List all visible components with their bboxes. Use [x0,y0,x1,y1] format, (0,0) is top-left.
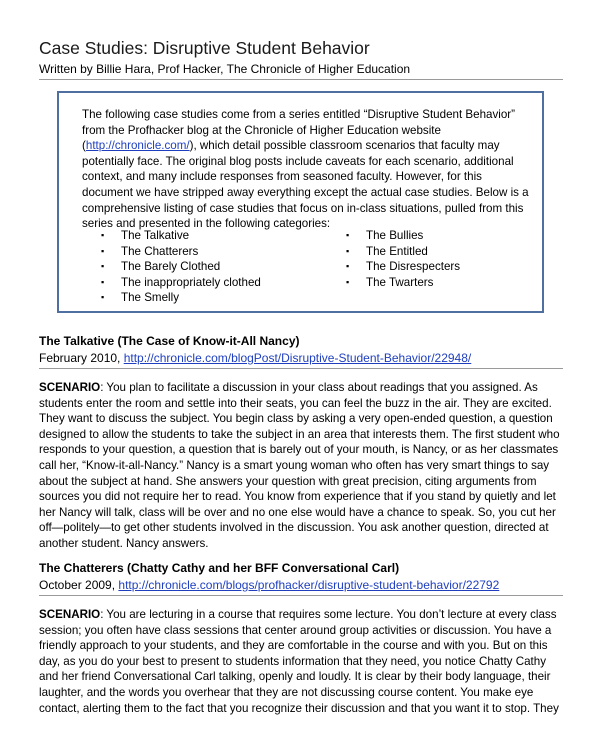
scenario-paragraph [39,380,563,552]
category-label: The Smelly [121,291,179,304]
section-date-line [39,351,471,365]
section-date: October 2009, [39,578,119,592]
section-date-line [39,578,499,592]
category-label: The Disrespecters [366,260,461,273]
section-heading-chatterers: The Chatterers (Chatty Cathy and her BFF Conversational Carl) [39,561,400,575]
section-date: February 2010, [39,351,124,365]
list-item [346,275,526,291]
section-link[interactable]: http://chronicle.com/blogPost/Disruptive-Student-Behavior/22948/ [123,351,472,365]
category-label: The Talkative [121,229,190,242]
list-item [346,244,526,260]
category-label: The Bullies [366,229,424,242]
chronicle-link[interactable]: http://chronicle.com/ [85,139,190,153]
bullet-icon: ▪ [346,245,350,256]
scenario-text: : You plan to facilitate a discussion in your class about readings that you assigned. As students enter the room and settle into their seats, you can feel the buzz in the air. They are excited. They want to discuss the subject. You begin class by asking a very open-ended question, a question designed to allow the students to take the subject in an area that interests them. The first student who responds to your question, a question that is barely out of your mouth, is Nancy, or as her classmates call her, “Know-it-all-Nancy.” Nancy is a smart young woman who often has very smart things to say about the subject at hand. She answers your question with great precision, citing arguments from sources you did not require her to read. You know from experience that if you stand by quietly and let her Nancy will talk, class will be over and no one else would have a chance to speak. So, you cut her off—politely—to get other students involved in the discussion. You ask another question, directed at another student. Nancy answers. [39,381,560,550]
scenario-label: SCENARIO [39,381,101,394]
intro-text-start: The following case studies come from a series entitled “Disruptive Student Behavior” from the Profhacker blog at the Chronicle of Higher Education website ( [82,108,516,153]
list-item [101,228,321,244]
category-list-left [101,228,321,306]
bullet-icon: ▪ [101,230,105,240]
section-divider [39,595,563,596]
list-item [101,244,321,260]
scenario-text: : You are lecturing in a course that requires some lecture. You don’t lecture at every class session; you often have class sessions that center around group activities or discussion. You have a friendly approach to your students, and they are comfortable in the course and with you. But on this day, as you do your best to present to students information that they need, you notice Chatty Cathy and her friend Conversational Carl talking, openly and loudly. It is clear by their body language, their laughter, and the words you overhear that they are not discussing course content. You make eye contact, alerting them to the fact that you recognize their discussion and that you want it to stop. They [39,608,559,715]
category-label: The Chatterers [121,244,199,258]
bullet-icon: ▪ [346,276,350,287]
scenario-label: SCENARIO [39,608,101,621]
list-item [101,290,321,306]
intro-text-end: ), which detail possible classroom scenarios that faculty may potentially face. The original blog posts include caveats for each scenario, additional context, and many include responses from seasoned faculty. However, for this document we have stripped away everything except the actual case studies. Below is a comprehensive listing of case studies that focus on in-class situations, pulled from this series and presented in the following categories: [82,139,529,231]
bullet-icon: ▪ [101,245,105,256]
title-divider [39,79,563,80]
category-label: The Entitled [366,244,428,258]
category-label: The inappropriately clothed [121,275,261,289]
list-item [101,259,321,275]
bullet-icon: ▪ [101,276,105,287]
category-list-right [346,228,526,290]
intro-paragraph [82,107,532,232]
bullet-icon: ▪ [346,261,350,271]
document-title: Case Studies: Disruptive Student Behavior [39,38,370,58]
list-item [346,228,526,244]
category-label: The Twarters [366,275,434,289]
list-item [346,259,526,275]
bullet-icon: ▪ [101,261,105,271]
list-item [101,275,321,291]
bullet-icon: ▪ [101,292,105,302]
section-link[interactable]: http://chronicle.com/blogs/profhacker/disruptive-student-behavior/22792 [118,578,500,592]
scenario-paragraph [39,607,563,716]
category-label: The Barely Clothed [121,260,221,273]
section-heading-talkative: The Talkative (The Case of Know-it-All Nancy) [39,334,300,348]
section-divider [39,368,563,369]
document-byline: Written by Billie Hara, Prof Hacker, The Chronicle of Higher Education [39,62,411,76]
bullet-icon: ▪ [346,230,350,240]
